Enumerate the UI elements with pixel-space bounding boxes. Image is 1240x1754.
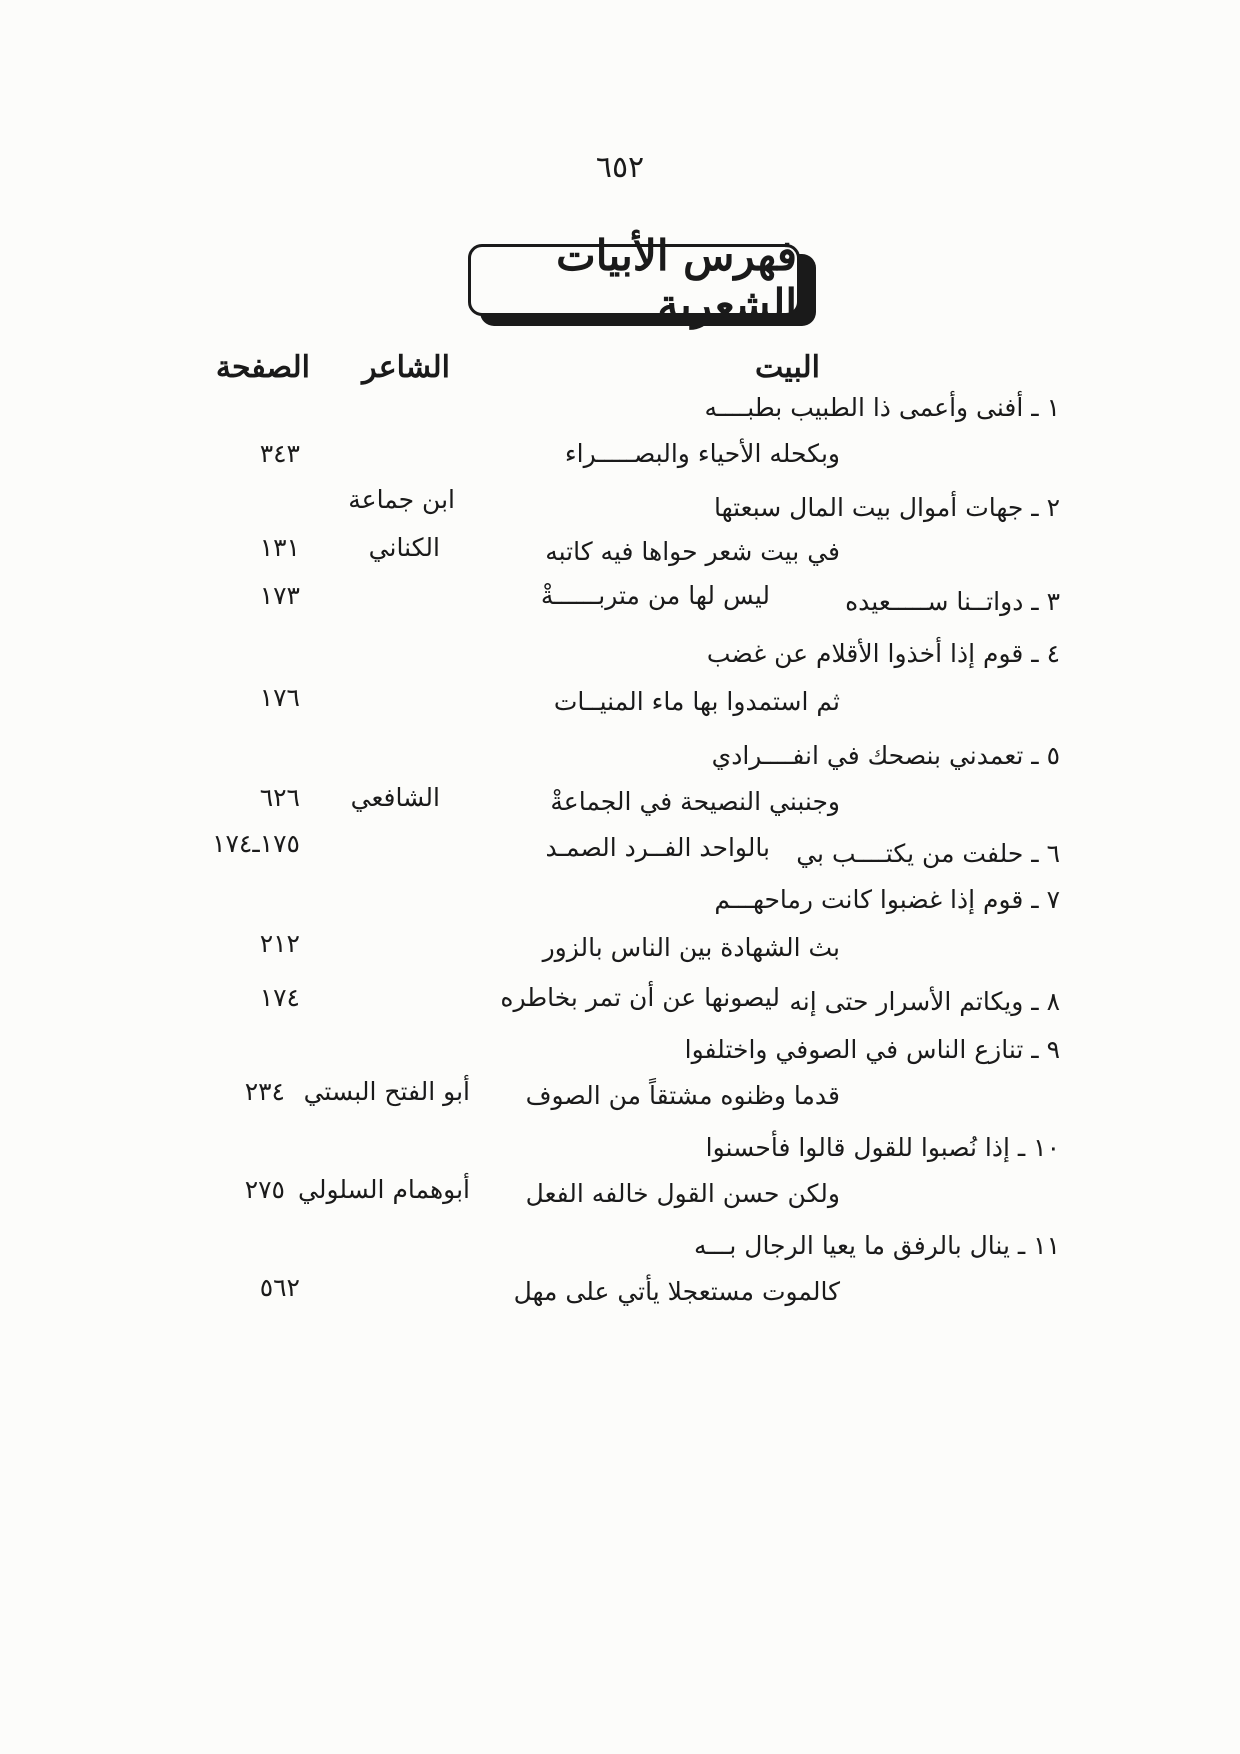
- column-header-page: الصفحة: [215, 350, 310, 385]
- verse-line: ليس لها من متربــــــةْ: [540, 581, 770, 610]
- page-ref: ٥٦٢: [259, 1273, 300, 1302]
- verse-line: في بيت شعر حواها فيه كاتبه: [545, 537, 840, 566]
- verse-line: بث الشهادة بين الناس بالزور: [542, 933, 840, 962]
- poet-name: الشافعي: [350, 783, 440, 812]
- verse-line: ٣ ـ دواتــنا ســـــعيده: [845, 587, 1060, 616]
- page-ref: ٢٧٥: [244, 1175, 285, 1204]
- page-ref: ١٧٣: [259, 581, 300, 610]
- verse-line: وبكحله الأحياء والبصـــــراء: [564, 439, 840, 468]
- verse-line: ليصونها عن أن تمر بخاطره: [500, 983, 780, 1012]
- page-title: فهرس الأبيات الشعرية: [468, 244, 800, 316]
- verse-line: ٤ ـ قوم إذا أخذوا الأقلام عن غضب: [706, 639, 1060, 668]
- verse-line: وجنبني النصيحة في الجماعةْ: [550, 787, 840, 816]
- verse-line: ١١ ـ ينال بالرفق ما يعيا الرجال بـــه: [694, 1231, 1060, 1260]
- verse-line: ثم استمدوا بها ماء المنيــات: [553, 687, 840, 716]
- poet-name: أبوهمام السلولي: [297, 1175, 470, 1204]
- verse-line: ٢ ـ جهات أموال بيت المال سبعتها: [713, 493, 1060, 522]
- verse-line: ٧ ـ قوم إذا غضبوا كانت رماحهـــم: [714, 885, 1060, 914]
- verse-line: ٩ ـ تنازع الناس في الصوفي واختلفوا: [684, 1035, 1060, 1064]
- poet-name: أبو الفتح البستي: [303, 1077, 470, 1106]
- verse-line: ٨ ـ ويكاتم الأسرار حتى إنه: [789, 987, 1060, 1016]
- page-ref: ٢٣٤: [244, 1077, 285, 1106]
- page-ref: ١٣١: [259, 533, 300, 562]
- poet-name: ابن جماعة: [348, 485, 455, 514]
- page-ref: ١٧٦: [259, 683, 300, 712]
- column-header-verse: البيت: [754, 350, 820, 385]
- verse-line: قدما وظنوه مشتقاً من الصوف: [525, 1081, 840, 1110]
- page-ref: ٦٢٦: [259, 783, 300, 812]
- poet-name: الكناني: [368, 533, 440, 562]
- verse-line: بالواحد الفــرد الصمـد: [545, 833, 770, 862]
- verse-line: ١٠ ـ إذا نُصبوا للقول قالوا فأحسنوا: [705, 1133, 1060, 1162]
- page-ref: ١٧٤: [259, 983, 300, 1012]
- page-ref: ٢١٢: [259, 929, 300, 958]
- column-header-poet: الشاعر: [362, 350, 450, 385]
- verse-line: ٦ ـ حلفت من يكتــــب بي: [796, 839, 1060, 868]
- page-ref: ٣٤٣: [259, 439, 300, 468]
- verse-line: ١ ـ أفنى وأعمى ذا الطبيب بطبــــه: [704, 393, 1060, 422]
- verse-line: كالموت مستعجلا يأتي على مهل: [513, 1277, 840, 1306]
- page-number: ٦٥٢: [595, 150, 645, 185]
- page-ref: ١٧٥ـ١٧٤: [212, 829, 300, 858]
- verse-line: ولكن حسن القول خالفه الفعل: [525, 1179, 840, 1208]
- verse-line: ٥ ـ تعمدني بنصحك في انفــــرادي: [711, 741, 1060, 770]
